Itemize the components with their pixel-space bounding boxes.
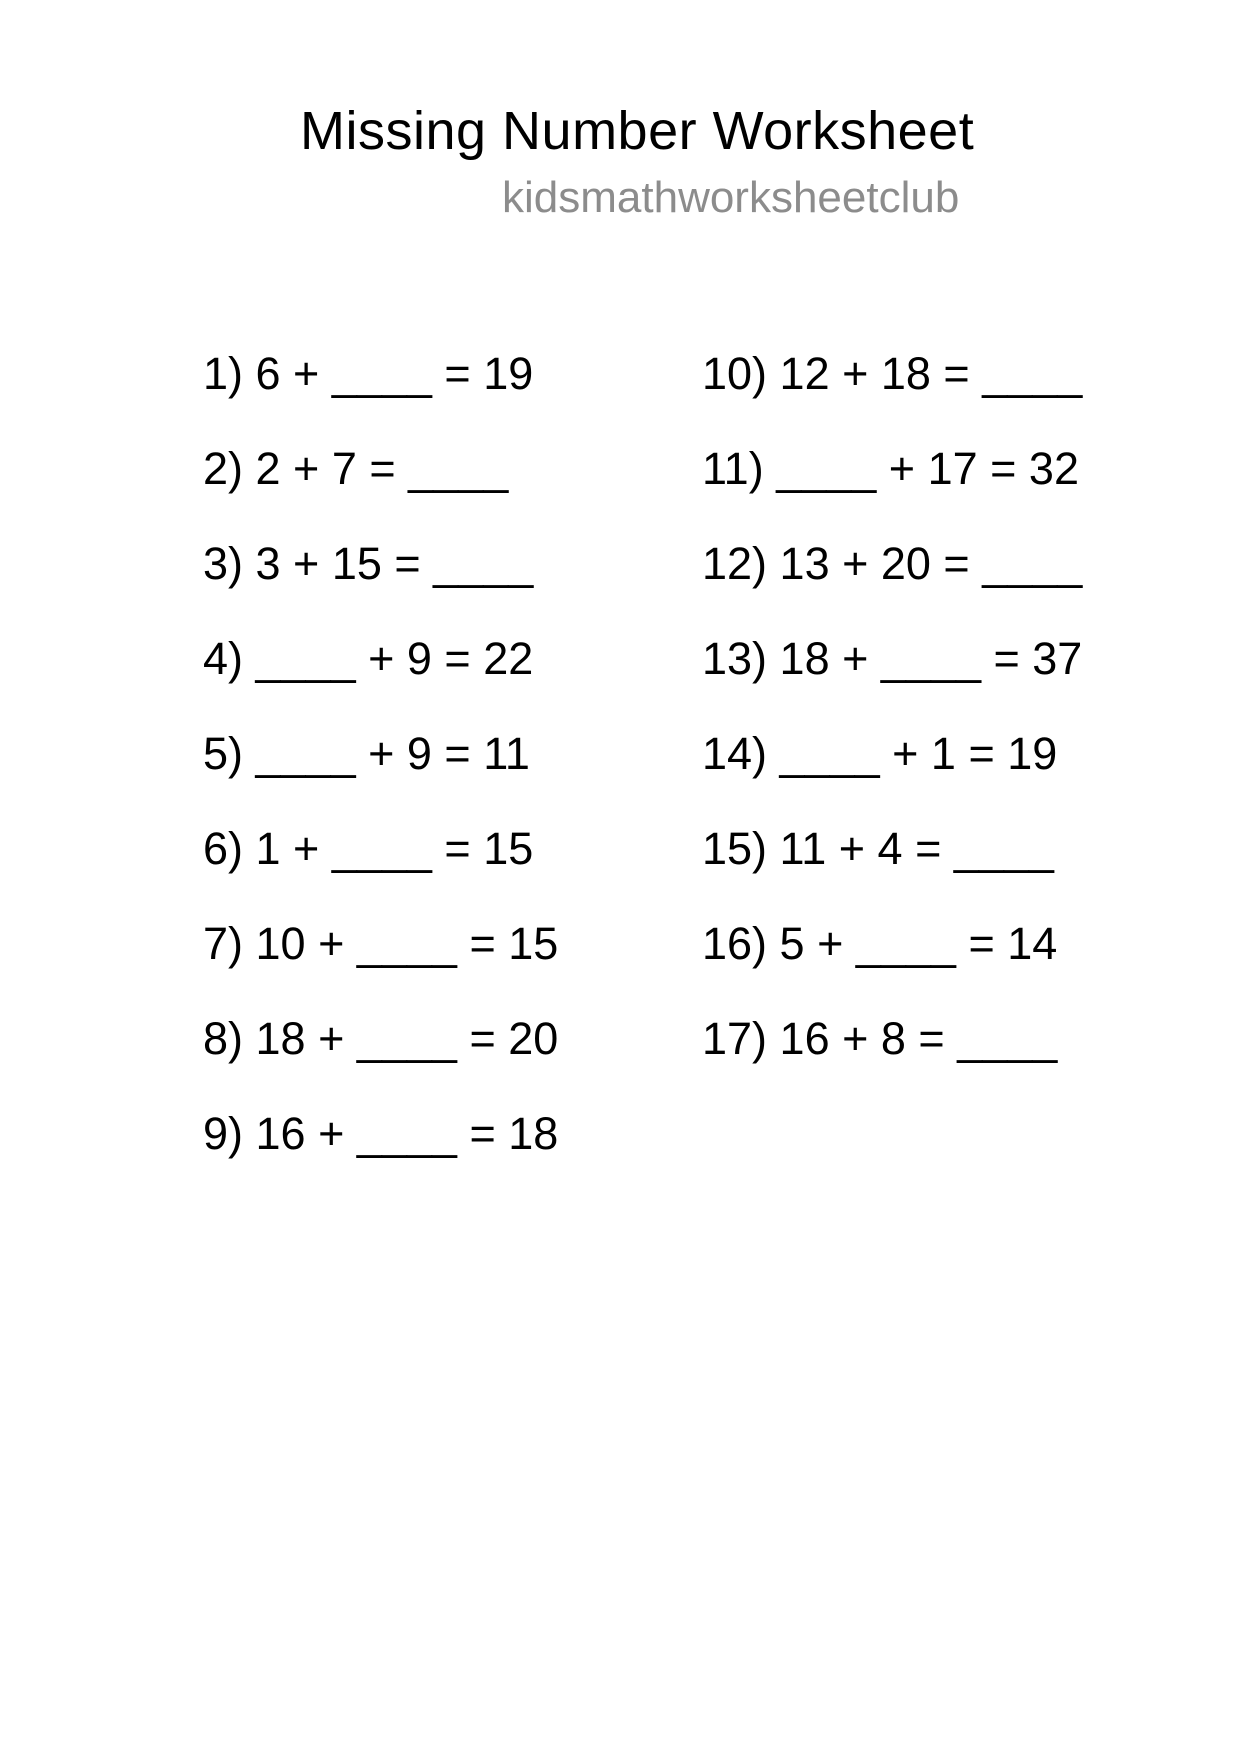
problem-7: 7) 10 + ____ = 15 xyxy=(203,918,559,969)
problem-1: 1) 6 + ____ = 19 xyxy=(203,348,534,399)
problem-12: 12) 13 + 20 = ____ xyxy=(702,538,1083,589)
problem-14: 14) ____ + 1 = 19 xyxy=(702,728,1058,779)
problem-2: 2) 2 + 7 = ____ xyxy=(203,443,509,494)
problem-13: 13) 18 + ____ = 37 xyxy=(702,633,1083,684)
problems-column-right xyxy=(702,326,1082,1086)
problem-16: 16) 5 + ____ = 14 xyxy=(702,918,1058,969)
problems-column-left xyxy=(203,326,558,1181)
page-subtitle: kidsmathworksheetclub xyxy=(502,173,960,222)
problem-3: 3) 3 + 15 = ____ xyxy=(203,538,534,589)
problem-5: 5) ____ + 9 = 11 xyxy=(203,728,530,779)
page-title: Missing Number Worksheet xyxy=(300,101,975,161)
problem-9: 9) 16 + ____ = 18 xyxy=(203,1108,559,1159)
problem-10: 10) 12 + 18 = ____ xyxy=(702,348,1083,399)
problem-15: 15) 11 + 4 = ____ xyxy=(702,823,1054,874)
problem-4: 4) ____ + 9 = 22 xyxy=(203,633,534,684)
problem-6: 6) 1 + ____ = 15 xyxy=(203,823,534,874)
problem-11: 11) ____ + 17 = 32 xyxy=(702,443,1079,494)
problem-8: 8) 18 + ____ = 20 xyxy=(203,1013,559,1064)
problem-17: 17) 16 + 8 = ____ xyxy=(702,1013,1058,1064)
